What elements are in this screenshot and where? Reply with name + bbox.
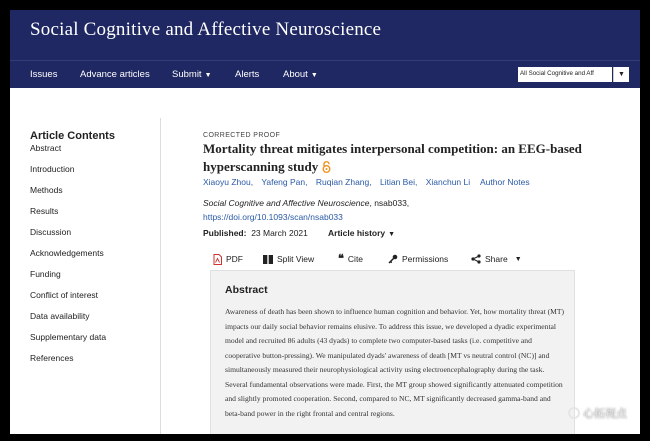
split-view-icon — [263, 255, 273, 264]
author-link[interactable]: Litian Bei, — [380, 177, 418, 187]
chevron-down-icon[interactable]: ▼ — [613, 67, 629, 82]
author-link[interactable]: Ruqian Zhang, — [315, 177, 372, 187]
corrected-proof-label: CORRECTED PROOF — [203, 132, 281, 139]
nav-submit-label: Submit — [172, 69, 202, 80]
published-info — [203, 228, 308, 238]
article-history-toggle[interactable] — [328, 228, 395, 238]
author-link[interactable]: Xiaoyu Zhou, — [203, 177, 254, 187]
cite-label: Cite — [347, 254, 364, 264]
abstract-text: Awareness of death has been shown to influence human cognition and behavior. Yet, how mortality threat (MT) impacts our daily social behavior remains elusive. To address this issue, we developed a dyadic experimental model and recruited 86 adults (43 dyads) to complete two computer-based tasks (i.e. competitive and cooperative button-pressing). We manipulated dyads' awareness of death [MT vs neutral control (NC)] and simultaneously measured their neurophysiological activity using electroencephalography during the task. Several fundamental observations were made. First, the MT group showed significantly attenuated competition and slightly promoted cooperation. Second, compared to NC, MT significantly decreased gamma-band and beta-band power in the right frontal and central regions. — [225, 307, 565, 418]
share-button[interactable] — [471, 250, 522, 268]
nav-submit[interactable] — [172, 69, 212, 80]
nav-about[interactable] — [283, 69, 318, 80]
cite-button[interactable] — [338, 250, 363, 268]
sidebar-item-results[interactable]: Results — [30, 206, 59, 216]
abstract-section — [210, 270, 575, 434]
nav-about-label: About — [283, 69, 308, 80]
caret-down-icon: ▼ — [388, 231, 396, 238]
sidebar-item-abstract[interactable]: Abstract — [30, 143, 62, 153]
key-icon — [388, 254, 398, 264]
nav-issues[interactable]: Issues — [30, 69, 58, 80]
quote-icon: ❝ — [338, 252, 344, 265]
watermark — [568, 405, 627, 421]
article-history-label: Article history — [328, 228, 386, 238]
pdf-button[interactable] — [213, 250, 243, 268]
site-header — [10, 10, 640, 60]
nav-advance-articles[interactable]: Advance articles — [80, 69, 150, 80]
citation-suffix: , nsab033, — [369, 198, 410, 208]
main-nav — [10, 60, 640, 88]
author-link[interactable]: Yafeng Pan, — [261, 177, 308, 187]
author-notes-link[interactable]: Author Notes — [480, 177, 530, 187]
permissions-label: Permissions — [402, 254, 449, 264]
published-label: Published: — [203, 228, 247, 238]
sidebar-divider — [160, 118, 161, 434]
caret-down-icon: ▼ — [204, 72, 212, 79]
citation-line — [203, 198, 409, 208]
split-view-button[interactable] — [263, 250, 314, 268]
sidebar-item-introduction[interactable]: Introduction — [30, 164, 75, 174]
author-list — [203, 177, 476, 187]
open-access-icon — [322, 161, 331, 173]
article-title — [203, 140, 583, 176]
pdf-label: PDF — [226, 254, 243, 264]
pdf-icon — [213, 254, 222, 265]
watermark-text: 心拓视点 — [583, 408, 627, 420]
share-label: Share — [485, 254, 508, 264]
split-view-label: Split View — [277, 254, 315, 264]
sidebar-item-acknowledgements[interactable]: Acknowledgements — [30, 248, 104, 258]
search-scope-select[interactable]: All Social Cognitive and Aff — [518, 67, 612, 82]
sidebar-item-discussion[interactable]: Discussion — [30, 227, 72, 237]
sidebar-item-funding[interactable]: Funding — [30, 269, 61, 279]
sidebar-item-methods[interactable]: Methods — [30, 185, 63, 195]
caret-down-icon: ▼ — [310, 72, 318, 79]
permissions-button[interactable] — [388, 250, 448, 268]
sidebar-item-data-availability[interactable]: Data availability — [30, 311, 90, 321]
nav-alerts[interactable]: Alerts — [235, 69, 260, 80]
sidebar-item-conflict-of-interest[interactable]: Conflict of interest — [30, 290, 99, 300]
journal-title[interactable]: Social Cognitive and Affective Neuroscience — [30, 19, 382, 40]
browser-viewport — [10, 10, 640, 434]
sidebar-item-references[interactable]: References — [30, 353, 74, 363]
published-date: 23 March 2021 — [251, 228, 308, 238]
watermark-logo-icon — [568, 407, 580, 419]
doi-link[interactable]: https://doi.org/10.1093/scan/nsab033 — [203, 212, 343, 222]
journal-name: Social Cognitive and Affective Neuroscience — [203, 198, 370, 208]
article-contents-heading: Article Contents — [30, 130, 115, 142]
caret-down-icon: ▼ — [514, 255, 522, 263]
share-icon — [471, 254, 481, 264]
sidebar-item-supplementary-data[interactable]: Supplementary data — [30, 332, 107, 342]
author-link[interactable]: Xianchun Li — [425, 177, 471, 187]
article-title-text: Mortality threat mitigates interpersonal competition: an EEG-based hyperscanning study — [203, 141, 582, 174]
abstract-heading: Abstract — [225, 284, 268, 296]
